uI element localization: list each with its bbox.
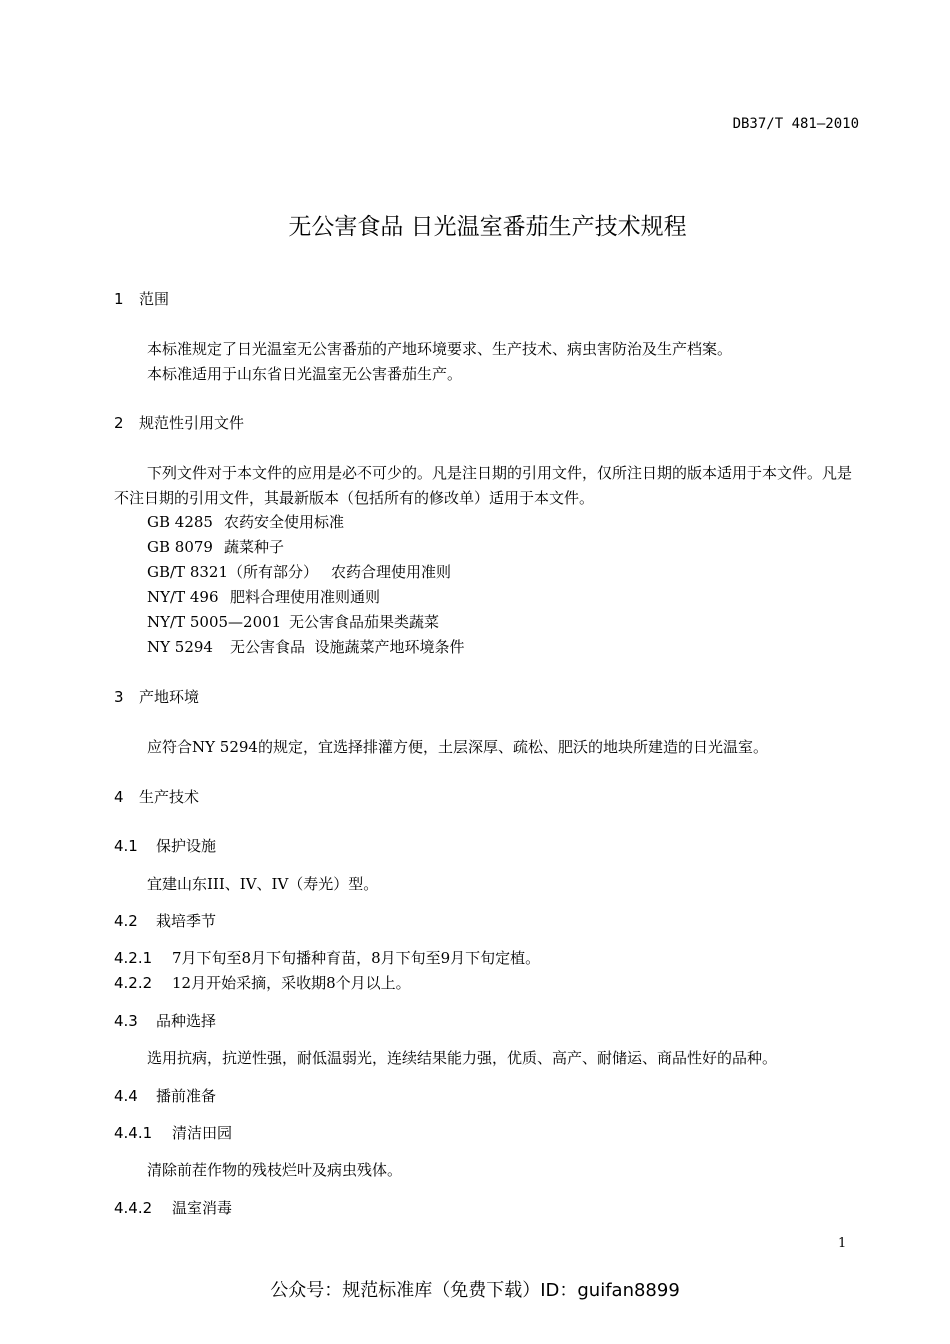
section-2-heading bbox=[114, 412, 244, 433]
section-number: 1 bbox=[114, 290, 124, 308]
section-3-paragraph: 应符合NY 5294的规定，宜选择排灌方便，土层深厚、疏松、肥沃的地块所建造的日光温室。 bbox=[147, 738, 768, 756]
reference-name: 农药合理使用准则 bbox=[331, 563, 452, 581]
clause-text: 12月开始采摘，采收期8个月以上。 bbox=[172, 974, 411, 992]
subsection-number: 4.4.2 bbox=[114, 1199, 153, 1217]
section-4-heading bbox=[114, 786, 199, 807]
subsection-number: 4.1 bbox=[114, 837, 138, 855]
subsection-number: 4.4 bbox=[114, 1087, 138, 1105]
subsection-title: 栽培季节 bbox=[156, 912, 217, 930]
subsection-4-4-1-paragraph: 清除前茬作物的残枝烂叶及病虫残体。 bbox=[147, 1161, 403, 1179]
section-3-heading bbox=[114, 686, 199, 707]
subsection-number: 4.2 bbox=[114, 912, 138, 930]
reference-item bbox=[147, 611, 439, 632]
clause-text: 7月下旬至8月下旬播种育苗，8月下旬至9月下旬定植。 bbox=[172, 949, 541, 967]
section-title: 生产技术 bbox=[139, 788, 200, 806]
section-number: 2 bbox=[114, 414, 124, 432]
clause-4-2-2 bbox=[114, 972, 411, 993]
section-2-paragraph: 下列文件对于本文件的应用是必不可少的。凡是注日期的引用文件，仅所注日期的版本适用于本文件。凡是不注日期的引用文件，其最新版本（包括所有的修改单）适用于本文件。 bbox=[114, 464, 853, 507]
subsection-number: 4.3 bbox=[114, 1012, 138, 1030]
section-number: 3 bbox=[114, 688, 124, 706]
subsection-4-4-heading bbox=[114, 1085, 216, 1106]
subsection-4-4-1-heading bbox=[114, 1122, 232, 1143]
page-number: 1 bbox=[838, 1236, 847, 1251]
reference-code: NY/T 5005—2001 bbox=[147, 613, 282, 631]
reference-name: 蔬菜种子 bbox=[224, 538, 285, 556]
reference-name: 无公害食品茄果类蔬菜 bbox=[289, 613, 440, 631]
document-title: 无公害食品 日光温室番茄生产技术规程 bbox=[288, 214, 687, 240]
footer-watermark-text: 公众号：规范标准库（免费下载）ID：guifan8899 bbox=[270, 1280, 680, 1301]
section-number: 4 bbox=[114, 788, 124, 806]
reference-item bbox=[147, 586, 380, 607]
clause-number: 4.2.2 bbox=[114, 974, 153, 992]
reference-code: GB 4285 bbox=[147, 513, 213, 531]
reference-item bbox=[147, 561, 451, 582]
subsection-title: 品种选择 bbox=[156, 1012, 217, 1030]
clause-4-2-1 bbox=[114, 947, 540, 968]
reference-code: GB 8079 bbox=[147, 538, 213, 556]
reference-name: 农药安全使用标准 bbox=[224, 513, 345, 531]
subsection-4-1-paragraph: 宜建山东III、IV、IV（寿光）型。 bbox=[147, 875, 379, 893]
subsection-title: 播前准备 bbox=[156, 1087, 217, 1105]
subsection-4-1-heading bbox=[114, 835, 216, 856]
section-1-heading bbox=[114, 288, 169, 309]
subsection-4-3-heading bbox=[114, 1010, 216, 1031]
clause-number: 4.2.1 bbox=[114, 949, 153, 967]
section-title: 产地环境 bbox=[139, 688, 200, 706]
subsection-number: 4.4.1 bbox=[114, 1124, 153, 1142]
reference-item bbox=[147, 511, 344, 532]
section-1-paragraph-2: 本标准适用于山东省日光温室无公害番茄生产。 bbox=[147, 365, 463, 383]
section-title: 范围 bbox=[139, 290, 170, 308]
subsection-title: 保护设施 bbox=[156, 837, 217, 855]
subsection-4-3-paragraph: 选用抗病，抗逆性强，耐低温弱光，连续结果能力强，优质、高产、耐储运、商品性好的品种。 bbox=[147, 1049, 778, 1067]
document-number: DB37/T 481—2010 bbox=[732, 116, 859, 132]
subsection-title: 温室消毒 bbox=[172, 1199, 233, 1217]
subsection-title: 清洁田园 bbox=[172, 1124, 233, 1142]
section-1-paragraph-1: 本标准规定了日光温室无公害番茄的产地环境要求、生产技术、病虫害防治及生产档案。 bbox=[147, 340, 733, 358]
reference-code: NY 5294 bbox=[147, 638, 213, 656]
subsection-4-4-2-heading bbox=[114, 1197, 232, 1218]
reference-item bbox=[147, 636, 465, 657]
reference-name: 无公害食品 设施蔬菜产地环境条件 bbox=[230, 638, 465, 656]
subsection-4-2-heading bbox=[114, 910, 216, 931]
reference-code: GB/T 8321（所有部分） bbox=[147, 563, 319, 581]
reference-item bbox=[147, 536, 284, 557]
reference-name: 肥料合理使用准则通则 bbox=[230, 588, 381, 606]
section-title: 规范性引用文件 bbox=[139, 414, 245, 432]
reference-code: NY/T 496 bbox=[147, 588, 219, 606]
